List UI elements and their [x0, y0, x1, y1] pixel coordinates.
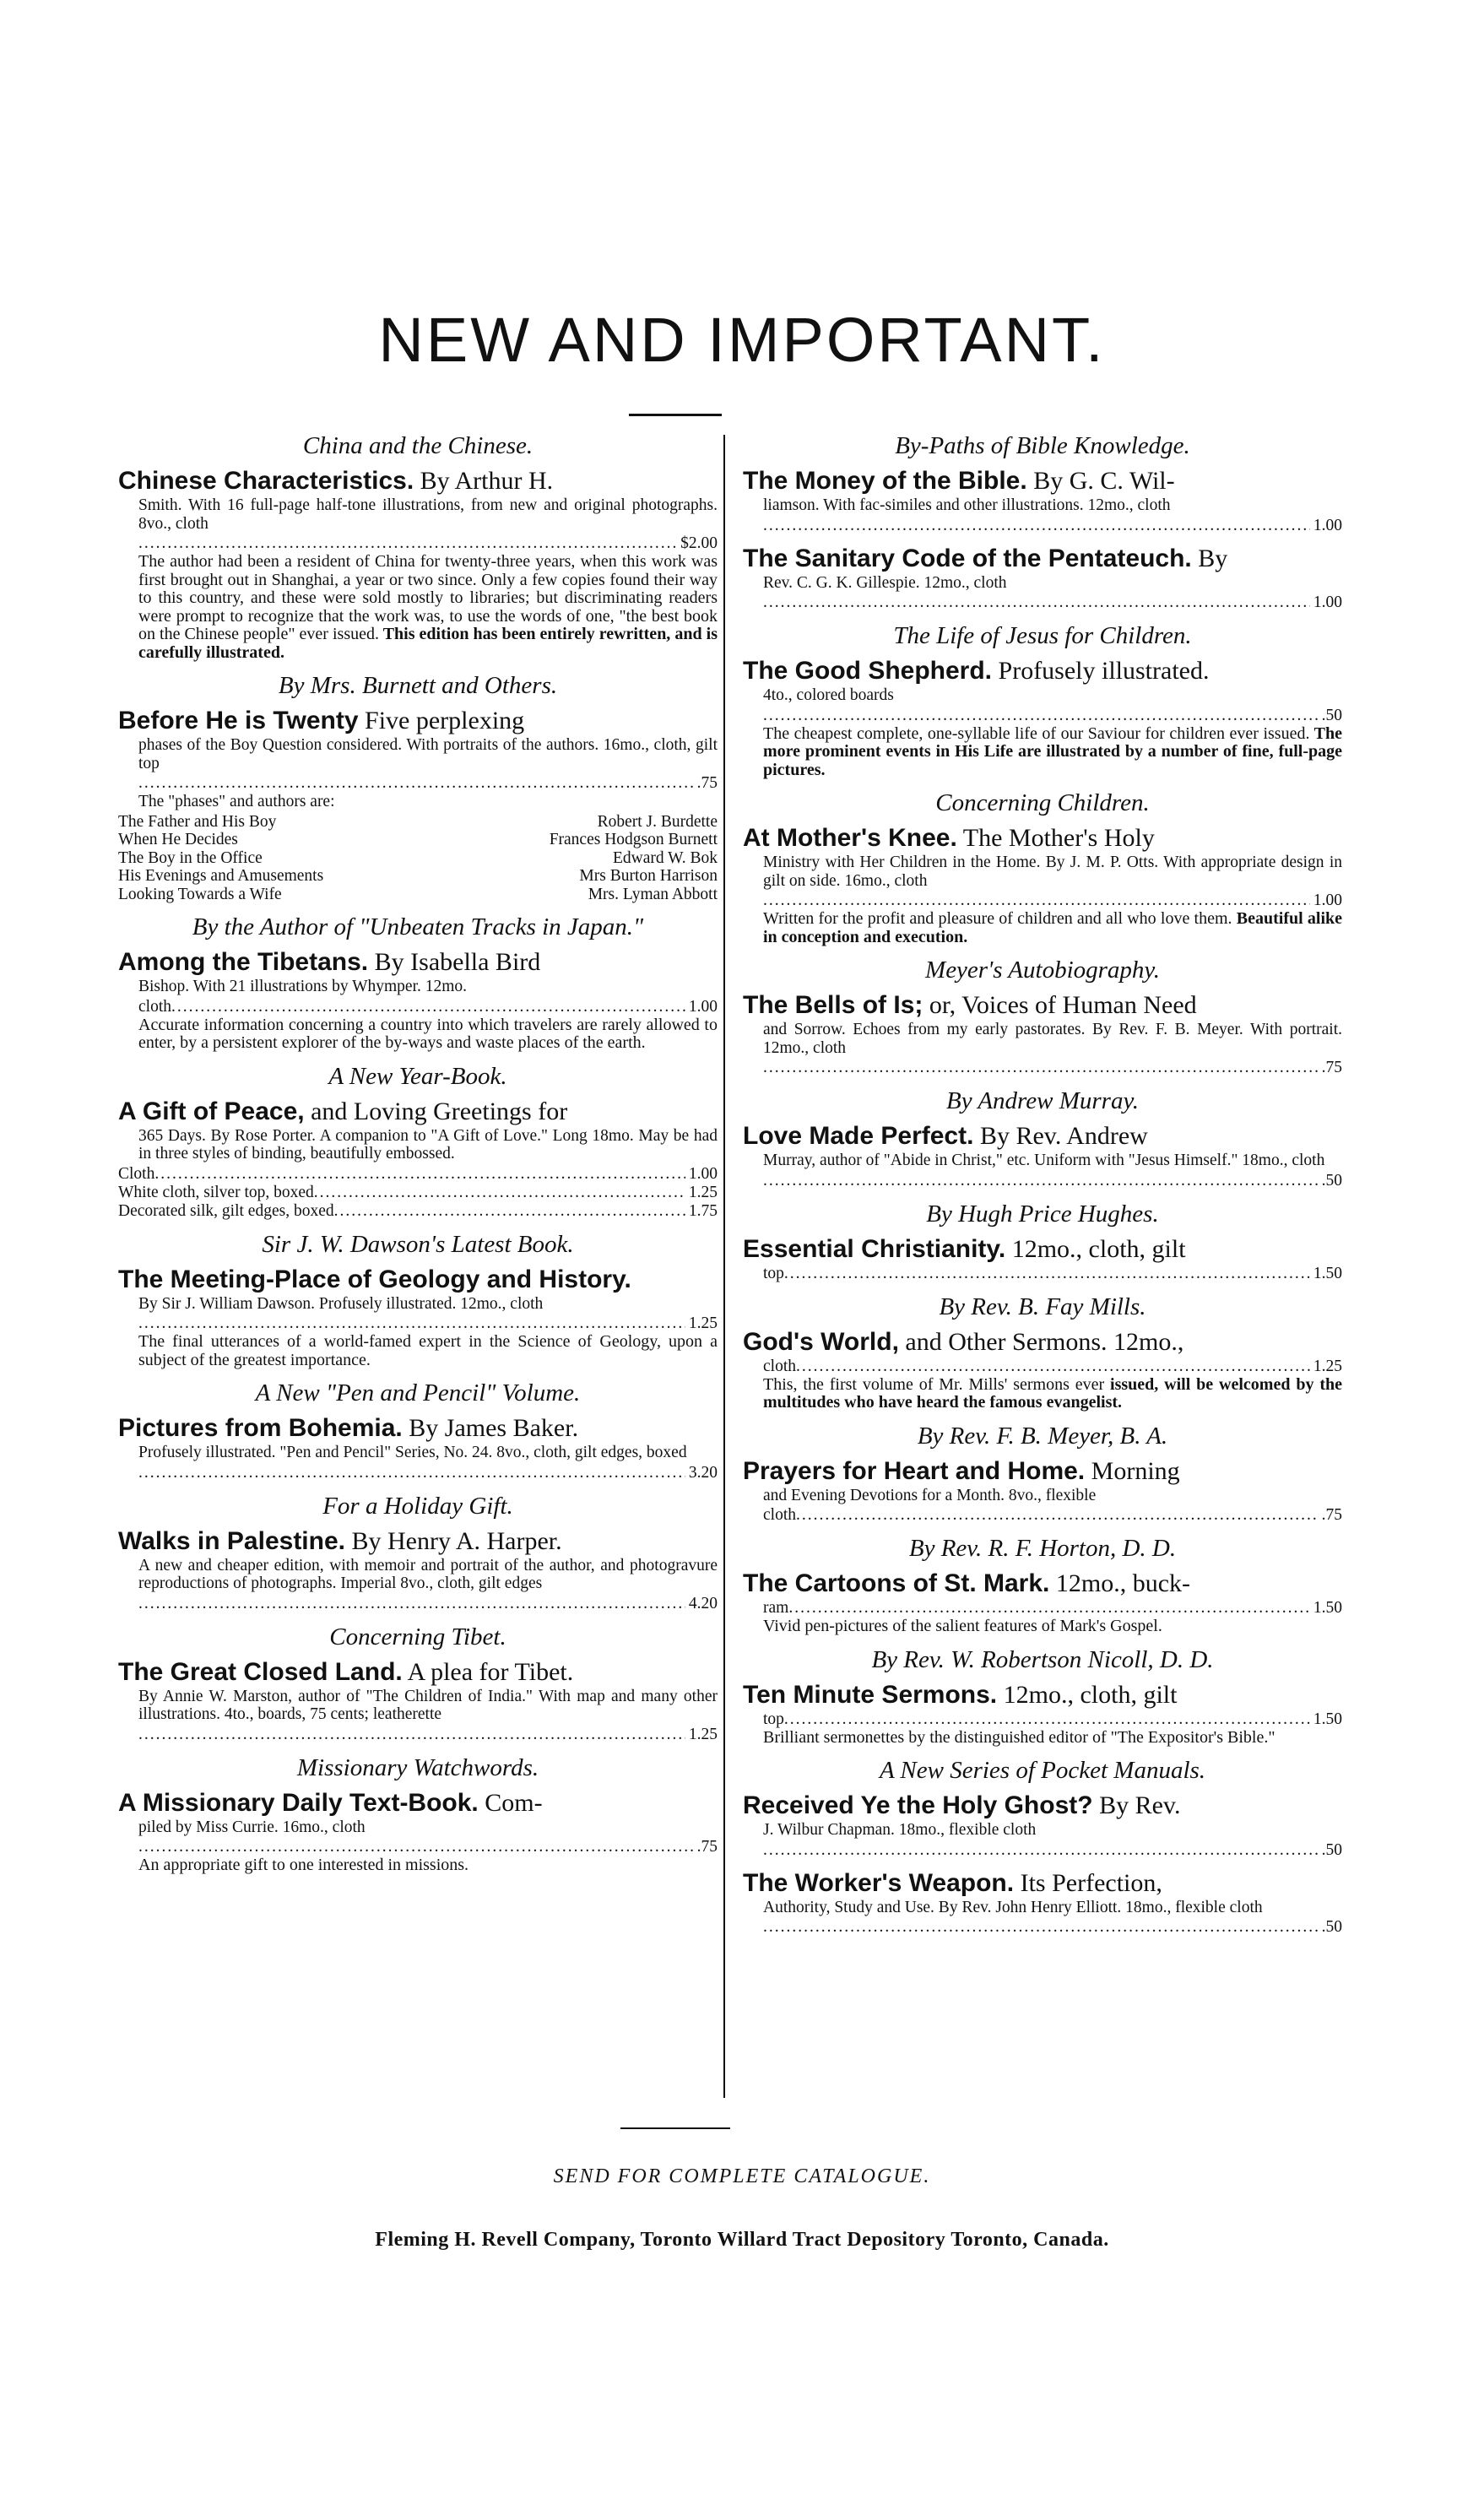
entry-spacer — [118, 1221, 718, 1229]
book-title: A Missionary Daily Text-Book. — [118, 1788, 479, 1817]
book-byline: By Rev. — [1092, 1791, 1181, 1819]
book-title: Received Ye the Holy Ghost? — [743, 1791, 1093, 1819]
book-description: Rev. C. G. K. Gillespie. 12mo., cloth — [763, 573, 1007, 592]
book-byline: 12mo., cloth, gilt — [1005, 1234, 1186, 1263]
leader-dots — [763, 1059, 1319, 1077]
book-entry — [118, 1753, 718, 1883]
book-title-line — [743, 1569, 1342, 1599]
book-entry — [743, 1199, 1342, 1292]
book-description: Bishop. With 21 illustrations by Whymper. 12mo. — [138, 978, 468, 995]
book-description: Smith. With 16 full-page half-tone illustrations, from new and original photographs. 8vo., cloth — [138, 496, 718, 533]
price-label: cloth — [763, 1506, 796, 1524]
book-entry — [743, 544, 1342, 621]
book-title-line — [743, 466, 1342, 496]
phase-author: Edward W. Bok — [612, 848, 718, 867]
leader-dots — [784, 1710, 1310, 1729]
section-heading: A New Series of Pocket Manuals. — [879, 1757, 1206, 1784]
book-title: The Sanitary Code of the Pentateuch. — [743, 544, 1192, 572]
phase-row — [118, 813, 718, 832]
leader-dots — [763, 1918, 1319, 1937]
price-line — [118, 1595, 718, 1613]
book-title: Prayers for Heart and Home. — [743, 1456, 1086, 1485]
book-byline: By Henry A. Harper. — [345, 1526, 562, 1555]
section-heading: A New Year-Book. — [328, 1062, 507, 1090]
book-title-line — [118, 1097, 718, 1127]
book-title: Chinese Characteristics. — [118, 467, 414, 495]
section-heading: The Life of Jesus for Children. — [893, 622, 1192, 649]
phase-author: Robert J. Burdette — [597, 812, 718, 831]
entry-spacer — [743, 779, 1342, 788]
title-rule — [629, 414, 722, 416]
leader-dots — [138, 534, 677, 553]
entry-spacer — [743, 535, 1342, 544]
book-title-line — [743, 823, 1342, 854]
price: 1.00 — [688, 997, 718, 1016]
entry-spacer — [743, 1747, 1342, 1755]
book-note — [743, 1618, 1342, 1636]
phase-row — [118, 867, 718, 886]
price: .75 — [696, 1838, 718, 1856]
price-line — [743, 1358, 1342, 1376]
book-byline: By Arthur H. — [414, 467, 554, 495]
book-title: The Money of the Bible. — [743, 467, 1027, 495]
leader-dots — [171, 998, 685, 1016]
book-byline: The Mother's Holy — [956, 824, 1155, 852]
price-line — [743, 1059, 1342, 1077]
price-line — [118, 998, 718, 1016]
section-heading: By Rev. R. F. Horton, D. D. — [908, 1535, 1177, 1562]
book-entry — [118, 1229, 718, 1379]
book-byline: By — [1191, 544, 1228, 572]
entry-spacer — [118, 1613, 718, 1622]
section-heading: Concerning Children. — [935, 789, 1150, 816]
book-title-line — [743, 1680, 1342, 1710]
phase-author: Frances Hodgson Burnett — [549, 831, 718, 848]
book-title: At Mother's Knee. — [743, 824, 957, 852]
price-label: Decorated silk, gilt edges, boxed — [118, 1201, 334, 1220]
book-entry — [118, 1491, 718, 1622]
book-byline: By G. C. Wil- — [1026, 467, 1175, 495]
book-description: A new and cheaper edition, with memoir and portrait of the author, and photogravure reproductions of photographs. Imperial 8vo., cloth, gilt edges — [138, 1556, 718, 1592]
book-byline: and Loving Greetings for — [304, 1097, 568, 1125]
price: 1.25 — [688, 1183, 718, 1201]
book-title: The Bells of Is; — [743, 991, 923, 1019]
book-byline: Morning — [1085, 1456, 1180, 1485]
price: 1.00 — [1313, 516, 1342, 534]
book-title: The Cartoons of St. Mark. — [743, 1569, 1050, 1597]
book-byline: Com- — [478, 1788, 543, 1817]
phase-title: The Boy in the Office — [118, 848, 263, 867]
price-line — [118, 1838, 718, 1856]
note-text: Written for the profit and pleasure of children and all who love them. — [763, 909, 1232, 928]
book-title-line — [743, 1121, 1342, 1152]
price: 1.00 — [688, 1164, 718, 1183]
book-title-line — [743, 656, 1342, 686]
entry-spacer — [118, 1744, 718, 1753]
book-entry — [743, 788, 1342, 955]
column-divider — [723, 435, 725, 2098]
price-line — [118, 534, 718, 553]
entry-spacer — [743, 1077, 1342, 1086]
phase-title: The Father and His Boy — [118, 812, 277, 831]
price: 1.00 — [1313, 892, 1342, 909]
price-line — [743, 1841, 1342, 1860]
price: 3.20 — [688, 1463, 718, 1482]
book-note — [743, 725, 1342, 780]
book-title-line — [743, 1868, 1342, 1899]
book-entry — [743, 1421, 1342, 1534]
book-description: 365 Days. By Rose Porter. A companion to "A Gift of Love." Long 18mo. May be had in three styles of binding, beautifully embossed. — [138, 1126, 718, 1162]
book-entry — [118, 431, 718, 670]
book-title: A Gift of Peace, — [118, 1097, 305, 1125]
book-title-line — [118, 1413, 718, 1444]
price: 1.25 — [1313, 1357, 1342, 1375]
price: .75 — [696, 774, 718, 792]
book-title: Among the Tibetans. — [118, 948, 369, 976]
book-note — [118, 1016, 718, 1053]
section-heading: By Rev. F. B. Meyer, B. A. — [917, 1422, 1168, 1450]
price-line — [743, 1265, 1342, 1283]
book-title: The Good Shepherd. — [743, 657, 993, 685]
entry-spacer — [118, 1875, 718, 1883]
leader-dots — [763, 892, 1310, 910]
phase-author: Mrs Burton Harrison — [579, 867, 718, 885]
price-line — [743, 593, 1342, 612]
book-description: and Sorrow. Echoes from my early pastorates. By Rev. F. B. Meyer. With portrait. 12mo., cloth — [763, 1021, 1342, 1057]
leader-dots — [796, 1506, 1319, 1525]
book-title-line — [743, 990, 1342, 1021]
book-byline: By Isabella Bird — [368, 948, 541, 976]
book-entry — [118, 1378, 718, 1491]
section-heading: By Rev. W. Robertson Nicoll, D. D. — [871, 1645, 1214, 1673]
price-label: cloth — [138, 997, 171, 1016]
entry-spacer — [743, 1937, 1342, 1945]
book-title: The Meeting-Place of Geology and History. — [118, 1265, 631, 1293]
book-title: Ten Minute Sermons. — [743, 1680, 998, 1709]
entry-spacer — [118, 662, 718, 670]
price: .50 — [1321, 1840, 1342, 1859]
leader-dots — [796, 1358, 1310, 1376]
section-heading: By the Author of "Unbeaten Tracks in Japan." — [192, 913, 644, 940]
price: .75 — [1321, 1506, 1342, 1524]
note-text: The author had been a resident of China for twenty-three years, when this work was first brought out in Shanghai, a year or two since. Only a few copies found their way to this country, and these were sold mostly to libraries; but discriminating readers were prompt to recognize that the work was, to use the words of one, "the best book on the Chinese people" ever issued. — [138, 552, 718, 643]
book-description: Authority, Study and Use. By Rev. John Henry Elliott. 18mo., flexible cloth — [763, 1898, 1263, 1916]
page-title: NEW AND IMPORTANT. — [378, 305, 1106, 375]
note-text: The final utterances of a world-famed expert in the Science of Geology, upon a subject of the greatest importance. — [138, 1332, 718, 1369]
book-title-line — [743, 1791, 1342, 1821]
book-description: By Sir J. William Dawson. Profusely illustrated. 12mo., cloth — [138, 1294, 544, 1313]
book-title: Love Made Perfect. — [743, 1122, 974, 1150]
leader-dots — [138, 1464, 685, 1482]
section-heading: A New "Pen and Pencil" Volume. — [255, 1379, 581, 1406]
note-text: The cheapest complete, one-syllable life of our Saviour for children ever issued. — [763, 724, 1310, 743]
entry-spacer — [743, 612, 1342, 621]
book-description: 4to., colored boards — [763, 686, 894, 704]
section-heading: Meyer's Autobiography. — [925, 957, 1160, 984]
leader-dots — [314, 1184, 685, 1202]
section-heading: By Andrew Murray. — [946, 1087, 1139, 1114]
book-title-line — [118, 1265, 718, 1295]
section-heading: By Hugh Price Hughes. — [926, 1200, 1159, 1228]
price: 1.50 — [1313, 1599, 1342, 1617]
book-entry — [743, 1645, 1342, 1756]
book-entry — [743, 431, 1342, 544]
entry-spacer — [743, 1636, 1342, 1645]
price-line — [118, 774, 718, 793]
phase-title: His Evenings and Amusements — [118, 867, 324, 885]
book-title-line — [118, 466, 718, 496]
book-title-line — [743, 1456, 1342, 1487]
phases-intro: The "phases" and authors are: — [138, 793, 335, 810]
book-byline: and Other Sermons. 12mo., — [898, 1327, 1184, 1356]
right-column — [743, 431, 1342, 1945]
price-label: top — [763, 1710, 784, 1728]
price-line — [118, 1184, 718, 1202]
book-title: The Worker's Weapon. — [743, 1868, 1015, 1897]
publisher-line: Fleming H. Revell Company, Toronto Willard Tract Depository Toronto, Canada. — [375, 2229, 1109, 2251]
entry-spacer — [118, 1482, 718, 1491]
book-byline: Profusely illustrated. — [992, 657, 1210, 685]
book-title: The Great Closed Land. — [118, 1657, 403, 1686]
phase-title: When He Decides — [118, 831, 238, 848]
entry-spacer — [743, 1860, 1342, 1868]
price: 1.50 — [1313, 1264, 1342, 1282]
leader-dots — [763, 593, 1310, 612]
leader-dots — [138, 1595, 685, 1613]
section-heading: By-Paths of Bible Knowledge. — [895, 432, 1190, 459]
book-description: liamson. With fac-similes and other illustrations. 12mo., cloth — [763, 496, 1171, 514]
book-entry — [743, 1533, 1342, 1645]
note-emphasis: An appropriate gift to one interested in missions. — [138, 1856, 469, 1874]
price: 4.20 — [688, 1594, 718, 1612]
book-entry — [743, 1755, 1342, 1868]
book-title: Before He is Twenty — [118, 707, 359, 734]
price: 1.75 — [688, 1201, 718, 1220]
price-line — [118, 1165, 718, 1184]
note-emphasis: This edition has been entirely rewritten, and is carefully illustrated. — [138, 625, 718, 662]
leader-dots — [763, 1172, 1319, 1190]
phase-row — [118, 849, 718, 868]
price-line — [743, 1599, 1342, 1618]
book-title-line — [118, 947, 718, 978]
leader-dots — [154, 1165, 685, 1184]
book-byline: Five perplexing — [358, 707, 525, 734]
section-heading: By Mrs. Burnett and Others. — [278, 672, 558, 699]
price-line — [743, 1506, 1342, 1525]
section-heading: For a Holiday Gift. — [322, 1492, 513, 1520]
book-description: and Evening Devotions for a Month. 8vo., flexible — [763, 1486, 1097, 1504]
entry-spacer — [118, 1053, 718, 1061]
price: .50 — [1321, 706, 1342, 724]
leader-dots — [138, 1726, 685, 1744]
left-column — [118, 431, 718, 1883]
leader-dots — [334, 1202, 685, 1221]
book-byline: Its Perfection, — [1014, 1868, 1162, 1897]
phase-title: Looking Towards a Wife — [118, 885, 282, 903]
book-title: God's World, — [743, 1327, 899, 1356]
price-label: Cloth — [118, 1164, 155, 1183]
book-entry — [118, 1061, 718, 1229]
note-text: This, the first volume of Mr. Mills' sermons ever — [763, 1374, 1105, 1394]
book-title-line — [743, 544, 1342, 574]
section-heading: By Rev. B. Fay Mills. — [939, 1293, 1146, 1320]
price-line — [118, 1202, 718, 1221]
section-heading: China and the Chinese. — [302, 432, 533, 459]
book-byline: By James Baker. — [402, 1414, 579, 1442]
book-title-line — [118, 706, 718, 736]
book-note — [743, 910, 1342, 946]
section-heading: Concerning Tibet. — [329, 1623, 506, 1650]
book-entry — [118, 912, 718, 1061]
book-title-line — [743, 1327, 1342, 1358]
price: .50 — [1321, 1171, 1342, 1190]
price-line — [743, 707, 1342, 725]
price-label: cloth — [763, 1357, 796, 1375]
book-entry — [743, 1868, 1342, 1946]
book-byline: or, Voices of Human Need — [923, 991, 1197, 1019]
price: .75 — [1321, 1059, 1342, 1076]
price-line — [743, 1710, 1342, 1729]
book-byline: By Rev. Andrew — [973, 1122, 1148, 1150]
entry-spacer — [118, 903, 718, 912]
book-title-line — [118, 1788, 718, 1818]
note-text: Accurate information concerning a country into which travelers are rarely allowed to enter, by a persistent explorer of the by-ways and waste places of the earth. — [138, 1015, 718, 1052]
note-emphasis: Vivid pen-pictures of the salient features of Mark's Gospel. — [763, 1617, 1162, 1635]
price: 1.25 — [688, 1314, 718, 1332]
book-entry — [743, 1292, 1342, 1421]
note-emphasis: The more prominent events in His Life are illustrated by a number of fine, full-page pictures. — [763, 724, 1342, 779]
note-emphasis: issued, will be welcomed by the multitudes who have heard the famous evangelist. — [763, 1374, 1342, 1412]
entry-spacer — [743, 946, 1342, 955]
leader-dots — [784, 1265, 1310, 1283]
book-description: J. Wilbur Chapman. 18mo., flexible cloth — [763, 1821, 1037, 1839]
book-description: Ministry with Her Children in the Home. By J. M. P. Otts. With appropriate design in gilt on side. 16mo., cloth — [763, 854, 1342, 890]
book-note — [743, 1376, 1342, 1412]
price-line — [743, 517, 1342, 535]
book-title-line — [743, 1234, 1342, 1265]
price: 1.25 — [688, 1725, 718, 1743]
catalogue-notice: SEND FOR COMPLETE CATALOGUE. — [553, 2165, 931, 2187]
price-line — [118, 1464, 718, 1482]
book-note — [118, 1333, 718, 1369]
book-entry — [743, 1086, 1342, 1199]
price-label: ram — [763, 1599, 789, 1617]
leader-dots — [788, 1599, 1310, 1618]
price: 1.50 — [1313, 1710, 1342, 1728]
book-byline: A plea for Tibet. — [402, 1657, 574, 1686]
book-byline: 12mo., buck- — [1049, 1569, 1191, 1597]
footer-rule — [620, 2127, 730, 2129]
price-line — [743, 892, 1342, 910]
leader-dots — [138, 774, 694, 793]
book-description: piled by Miss Currie. 16mo., cloth — [138, 1818, 366, 1836]
section-heading: Sir J. W. Dawson's Latest Book. — [262, 1230, 574, 1258]
leader-dots — [138, 1838, 694, 1856]
price-line — [118, 1314, 718, 1333]
price-line — [743, 1918, 1342, 1937]
book-note — [118, 1856, 718, 1875]
price: .50 — [1321, 1918, 1342, 1936]
phase-row — [118, 831, 718, 849]
price-label: top — [763, 1264, 784, 1282]
phase-author: Mrs. Lyman Abbott — [588, 885, 718, 903]
book-description: phases of the Boy Question considered. With portraits of the authors. 16mo., cloth, gilt top — [138, 736, 718, 772]
leader-dots — [138, 1314, 685, 1333]
leader-dots — [763, 517, 1310, 535]
price: $2.00 — [680, 534, 718, 552]
book-description: By Annie W. Marston, author of "The Children of India." With map and many other illustrations. 4to., boards, 75 cents; leatherette — [138, 1687, 718, 1723]
book-entry — [743, 955, 1342, 1086]
entry-spacer — [743, 1283, 1342, 1292]
note-emphasis: Brilliant sermonettes by the distinguished editor of "The Expositor's Bible." — [763, 1727, 1275, 1747]
price-line — [743, 1172, 1342, 1190]
book-title-line — [118, 1657, 718, 1688]
price: 1.00 — [1313, 593, 1342, 611]
book-note — [743, 1729, 1342, 1748]
book-title-line — [118, 1526, 718, 1557]
phase-row — [118, 886, 718, 904]
entry-spacer — [743, 1190, 1342, 1199]
book-description: Murray, author of "Abide in Christ," etc. Uniform with "Jesus Himself." 18mo., cloth — [763, 1152, 1325, 1169]
leader-dots — [763, 1841, 1319, 1860]
book-entry — [743, 621, 1342, 788]
book-title: Walks in Palestine. — [118, 1526, 345, 1555]
entry-spacer — [743, 1525, 1342, 1533]
entry-spacer — [743, 1412, 1342, 1421]
entry-spacer — [118, 1369, 718, 1378]
book-entry — [118, 1622, 718, 1753]
book-entry — [118, 670, 718, 912]
note-emphasis: Beautiful alike in conception and execution. — [763, 909, 1342, 946]
leader-dots — [763, 707, 1319, 725]
book-byline: 12mo., cloth, gilt — [997, 1680, 1178, 1709]
book-description: Profusely illustrated. "Pen and Pencil" Series, No. 24. 8vo., cloth, gilt edges, boxed — [138, 1444, 687, 1461]
price-line — [118, 1726, 718, 1744]
book-title: Pictures from Bohemia. — [118, 1414, 403, 1442]
price-label: White cloth, silver top, boxed — [118, 1183, 314, 1201]
section-heading: Missionary Watchwords. — [296, 1753, 539, 1781]
book-note — [118, 553, 718, 662]
book-title: Essential Christianity. — [743, 1234, 1006, 1263]
